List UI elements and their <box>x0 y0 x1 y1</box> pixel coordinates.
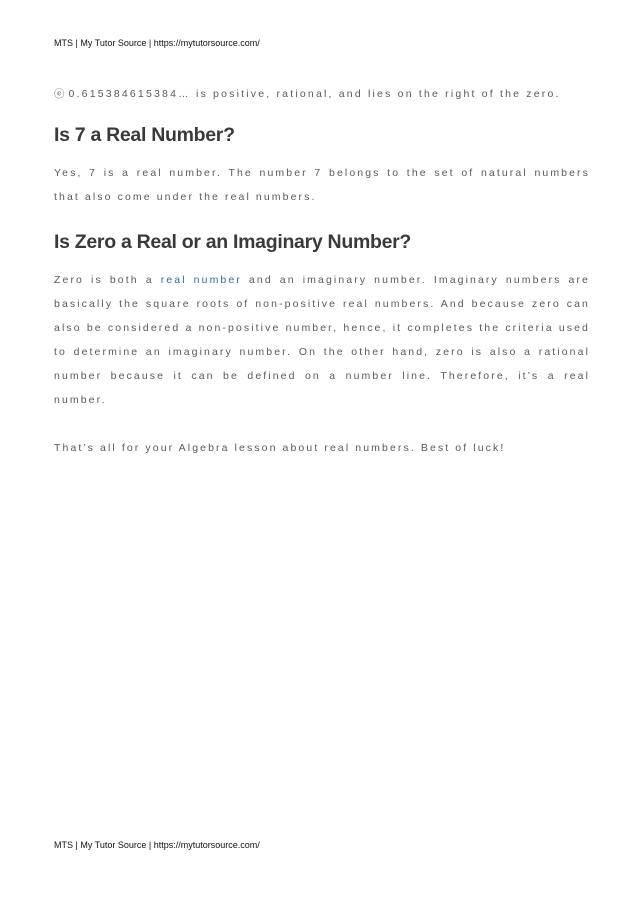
list-item <box>54 84 590 104</box>
page-content <box>54 84 590 460</box>
real-number-link[interactable]: real number <box>160 274 242 286</box>
page-header: MTS | My Tutor Source | https://mytutorsource.com/ <box>54 38 260 48</box>
list-item-text: 0.615384615384… is positive, rational, and lies on the right of the zero. <box>68 88 561 100</box>
circled-e-bullet-icon: ⓔ <box>54 88 65 100</box>
section-heading-seven: Is 7 a Real Number? <box>54 124 235 146</box>
section-heading-zero: Is Zero a Real or an Imaginary Number? <box>54 231 412 253</box>
section-paragraph-seven: Yes, 7 is a real number. The number 7 belongs to the set of natural numbers that also come under the real numbers. <box>54 167 590 203</box>
section-paragraph-zero <box>54 268 590 412</box>
closing-paragraph: That’s all for your Algebra lesson about real numbers. Best of luck! <box>54 442 506 454</box>
paragraph-text-before-link: Zero is both a <box>54 274 161 286</box>
paragraph-text-after-link: and an imaginary number. Imaginary numbers are basically the square roots of non-positive real numbers. And because zero can also be considered a non-positive number, hence, it completes the criteria used to determine an imaginary number. On the other hand, zero is also a rational number because it can be defined on a number line. Therefore, it’s a real number. <box>54 274 590 406</box>
page-footer: MTS | My Tutor Source | https://mytutorsource.com/ <box>54 840 260 850</box>
